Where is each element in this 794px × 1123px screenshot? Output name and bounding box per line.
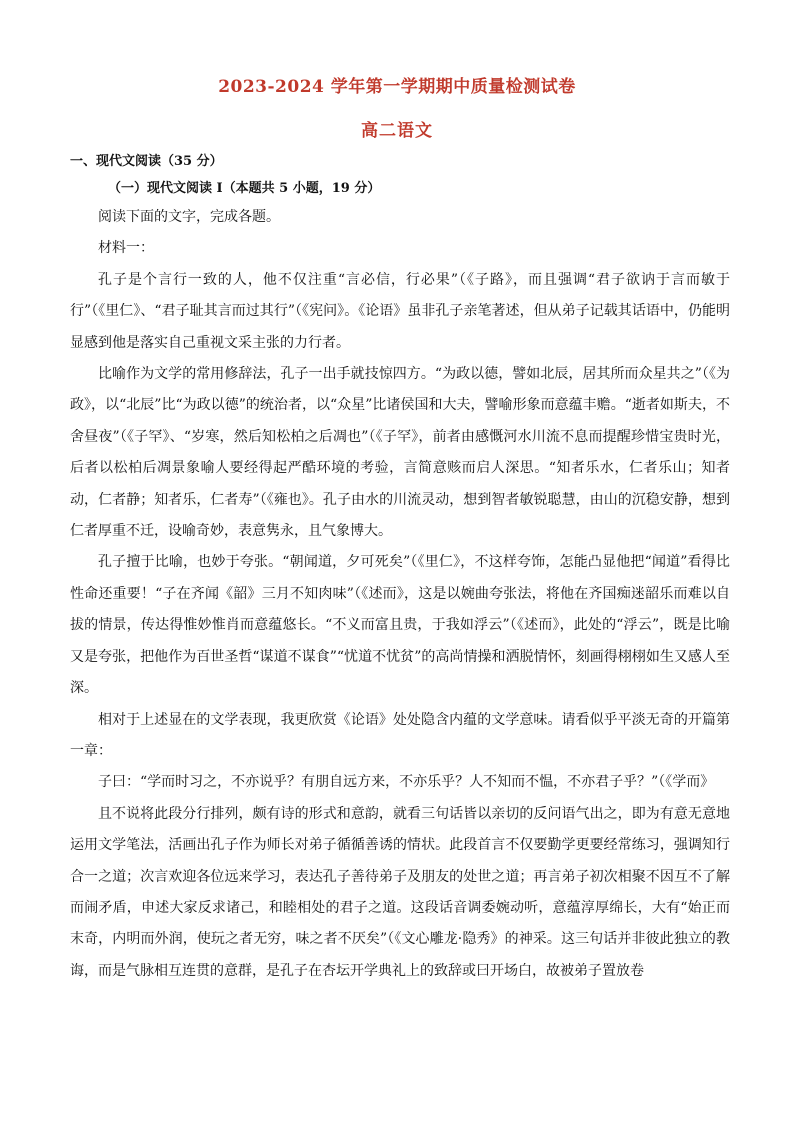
paragraph-body: 比喻作为文学的常用修辞法，孔子一出手就技惊四方。“为政以德，譬如北辰，居其所而众星共之”（《为政》，以“北辰”比“为政以德”的统治者，以“众星”比诸侯国和大夫，譬喻形象而意蕴丰赡。“逝者如斯夫，不舍昼夜”（《子罕》、“岁寒，然后知松柏之后凋也”（《子罕》，前者由感慨河水川流不息而提醒珍惜宝贵时光，后者以松柏后凋景象喻人要经得起严酷环境的考验，言简意赅而启人深思。“知者乐水，仁者乐山；知者动，仁者静；知者乐，仁者寿”（《雍也》。孔子由水的川流灵动，想到智者敏锐聪慧，由山的沉稳安静，想到仁者厚重不迁，设喻奇妙，表意隽永，且气象博大。: [70, 366, 730, 540]
section-subheading: （一）现代文阅读 I（本题共 5 小题，19 分）: [108, 181, 381, 196]
paragraph-quote: 子曰：“学而时习之，不亦说乎？有朋自远方来，不亦乐乎？人不知而不愠，不亦君子乎？”（《学而》: [98, 774, 715, 791]
exam-subject-title: 高二语文: [361, 121, 433, 141]
paragraph-body: 相对于上述显在的文学表现，我更欣赏《论语》处处隐含内蕴的文学意味。请看似乎平淡无奇的开篇第一章：: [70, 711, 730, 759]
section-heading: 一、现代文阅读（35 分）: [70, 154, 223, 169]
paragraph-material-label: 材料一：: [98, 240, 154, 257]
paragraph-body: 孔子擅于比喻，也妙于夸张。“朝闻道，夕可死矣”（《里仁》，不这样夸饰，怎能凸显他把“闻道”看得比性命还重要！“子在齐闻《韶》三月不知肉味”（《述而》，这是以婉曲夸张法，将他在齐国痴迷韶乐而难以自拔的情景，传达得惟妙惟肖而意蕴悠长。“不义而富且贵，于我如浮云”（《述而》，此处的“浮云”，既是比喻又是夸张，把他作为百世圣哲“谋道不谋食”“忧道不忧贫”的高尚情操和洒脱情怀，刻画得栩栩如生又感人至深。: [70, 554, 730, 697]
exam-title: 2023-2024 学年第一学期期中质量检测试卷: [218, 77, 576, 97]
paragraph-body: 孔子是个言行一致的人，他不仅注重“言必信，行必果”（《子路》，而且强调“君子欲讷于言而敏于行”（《里仁》、“君子耻其言而过其行”（《宪问》。《论语》虽非孔子亲笔著述，但从弟子记载其话语中，仍能明显感到他是落实自己重视文采主张的力行者。: [70, 271, 730, 351]
exam-body: [70, 152, 730, 987]
paragraph-instructions: 阅读下面的文字，完成各题。: [98, 209, 280, 225]
paragraph-body: 且不说将此段分行排列，颇有诗的形式和意韵，就看三句话皆以亲切的反问语气出之，即为有意无意地运用文学笔法，活画出孔子作为师长对弟子循循善诱的情状。此段首言不仅要勤学更要经常练习，强调知行合一之道；次言欢迎各位远来学习，表达孔子善待弟子及朋友的处世之道；再言弟子初次相聚不因互不了解而闹矛盾，申述大家反求诸己，和睦相处的君子之道。这段话音调委婉动听，意蕴淳厚绵长，大有“始正而末奇，内明而外润，使玩之者无穷，味之者不厌矣”（《文心雕龙·隐秀》的神采。这三句话并非彼此独立的教诲，而是气脉相互连贯的意群，是孔子在杏坛开学典礼上的致辞或曰开场白，故被弟子置放卷: [70, 805, 730, 979]
